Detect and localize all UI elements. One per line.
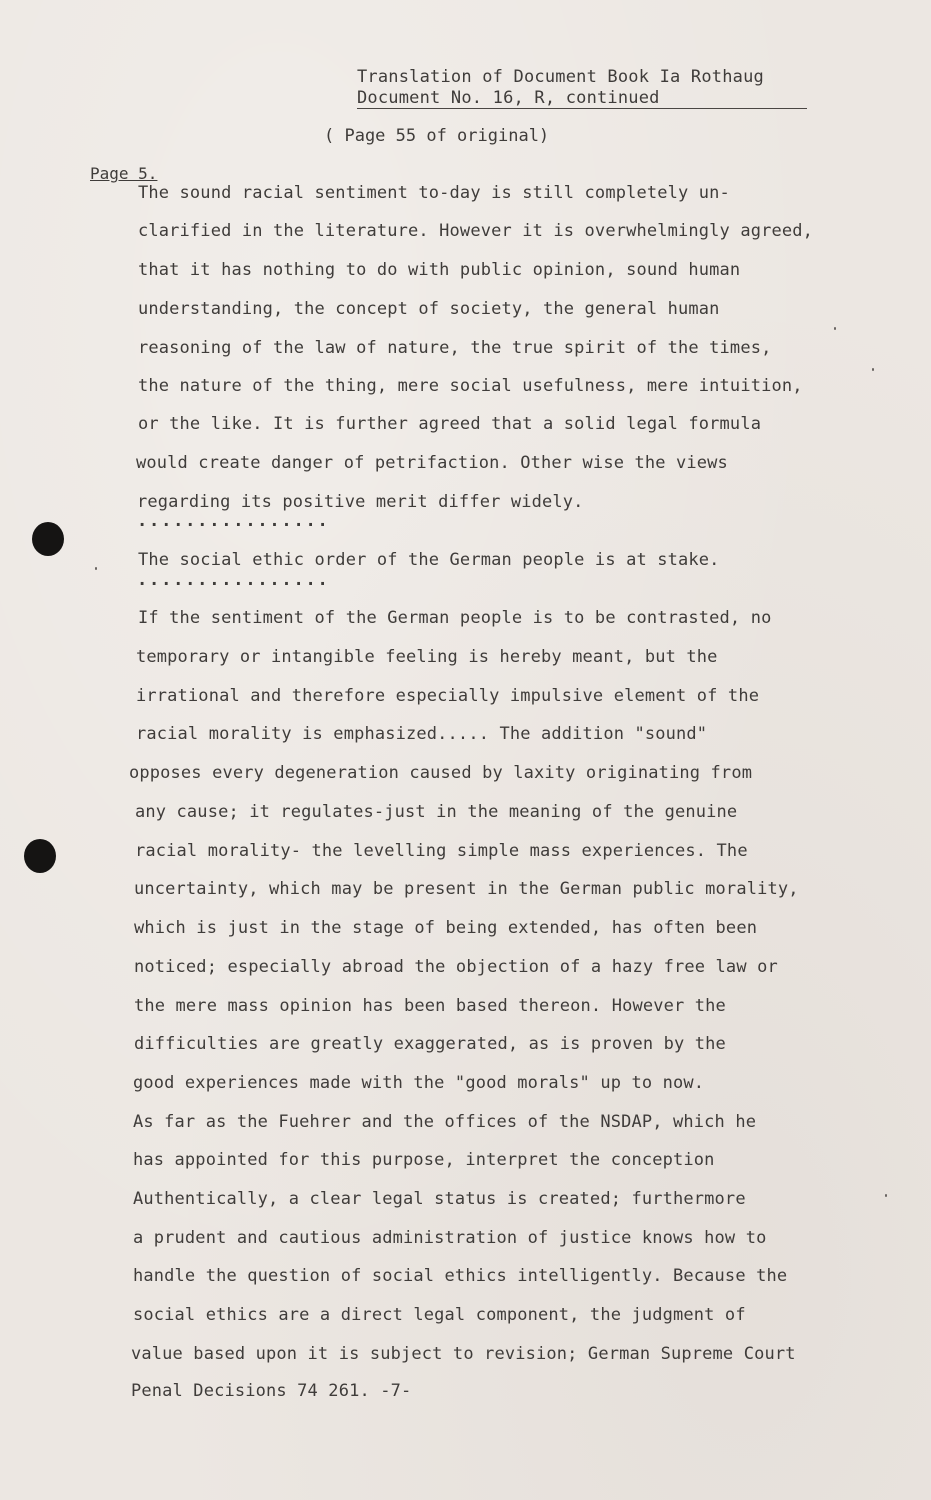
- text-line: Authentically, a clear legal status is created; furthermore: [133, 1189, 746, 1209]
- original-page-reference: ( Page 55 of original): [324, 126, 550, 146]
- paper-speck: [834, 327, 836, 330]
- text-line: regarding its positive merit differ widely.: [137, 492, 584, 512]
- text-line: or the like. It is further agreed that a solid legal formula: [138, 414, 762, 434]
- text-line: understanding, the concept of society, the general human: [138, 299, 720, 319]
- text-line: The social ethic order of the German people is at stake.: [138, 550, 720, 570]
- text-line: temporary or intangible feeling is hereby meant, but the: [136, 647, 718, 667]
- punch-hole: [32, 522, 64, 556]
- header-title: Translation of Document Book Ia Rothaug: [357, 67, 764, 87]
- text-line: the mere mass opinion has been based thereon. However the: [134, 996, 726, 1016]
- text-line: The sound racial sentiment to-day is still completely un-: [138, 183, 730, 203]
- text-line: uncertainty, which may be present in the German public morality,: [134, 879, 799, 899]
- text-line: As far as the Fuehrer and the offices of the NSDAP, which he: [133, 1112, 757, 1132]
- text-line: would create danger of petrifaction. Other wise the views: [136, 453, 728, 473]
- ellipsis-separator: ................: [137, 570, 330, 590]
- ellipsis-separator: ................: [137, 511, 330, 531]
- text-line: which is just in the stage of being extended, has often been: [134, 918, 758, 938]
- punch-hole: [24, 839, 56, 873]
- paper-speck: [95, 567, 97, 570]
- text-line: has appointed for this purpose, interpret the conception: [133, 1150, 715, 1170]
- paper-speck: [872, 368, 874, 371]
- text-line: irrational and therefore especially impulsive element of the: [136, 686, 760, 706]
- text-line: difficulties are greatly exaggerated, as is proven by the: [134, 1034, 726, 1054]
- text-line: social ethics are a direct legal component, the judgment of: [133, 1305, 746, 1325]
- text-line: value based upon it is subject to revision; German Supreme Court: [131, 1344, 796, 1364]
- text-line: the nature of the thing, mere social usefulness, mere intuition,: [138, 376, 803, 396]
- text-line: opposes every degeneration caused by laxity originating from: [129, 763, 753, 783]
- text-line: clarified in the literature. However it is overwhelmingly agreed,: [138, 221, 814, 241]
- header-document-reference: Document No. 16, R, continued: [357, 88, 807, 109]
- paper-speck: [885, 1194, 887, 1197]
- text-line: good experiences made with the "good morals" up to now.: [133, 1073, 705, 1093]
- text-line: racial morality- the levelling simple mass experiences. The: [135, 841, 748, 861]
- page-label: Page 5.: [90, 164, 158, 183]
- text-line: any cause; it regulates-just in the meaning of the genuine: [135, 802, 738, 822]
- text-line: that it has nothing to do with public opinion, sound human: [138, 260, 741, 280]
- text-line: handle the question of social ethics intelligently. Because the: [133, 1266, 788, 1286]
- text-line: Penal Decisions 74 261. -7-: [131, 1381, 412, 1401]
- text-line: reasoning of the law of nature, the true spirit of the times,: [138, 338, 772, 358]
- text-line: noticed; especially abroad the objection of a hazy free law or: [134, 957, 778, 977]
- text-line: a prudent and cautious administration of justice knows how to: [133, 1228, 767, 1248]
- text-line: racial morality is emphasized..... The addition "sound": [136, 724, 708, 744]
- text-line: If the sentiment of the German people is to be contrasted, no: [138, 608, 772, 628]
